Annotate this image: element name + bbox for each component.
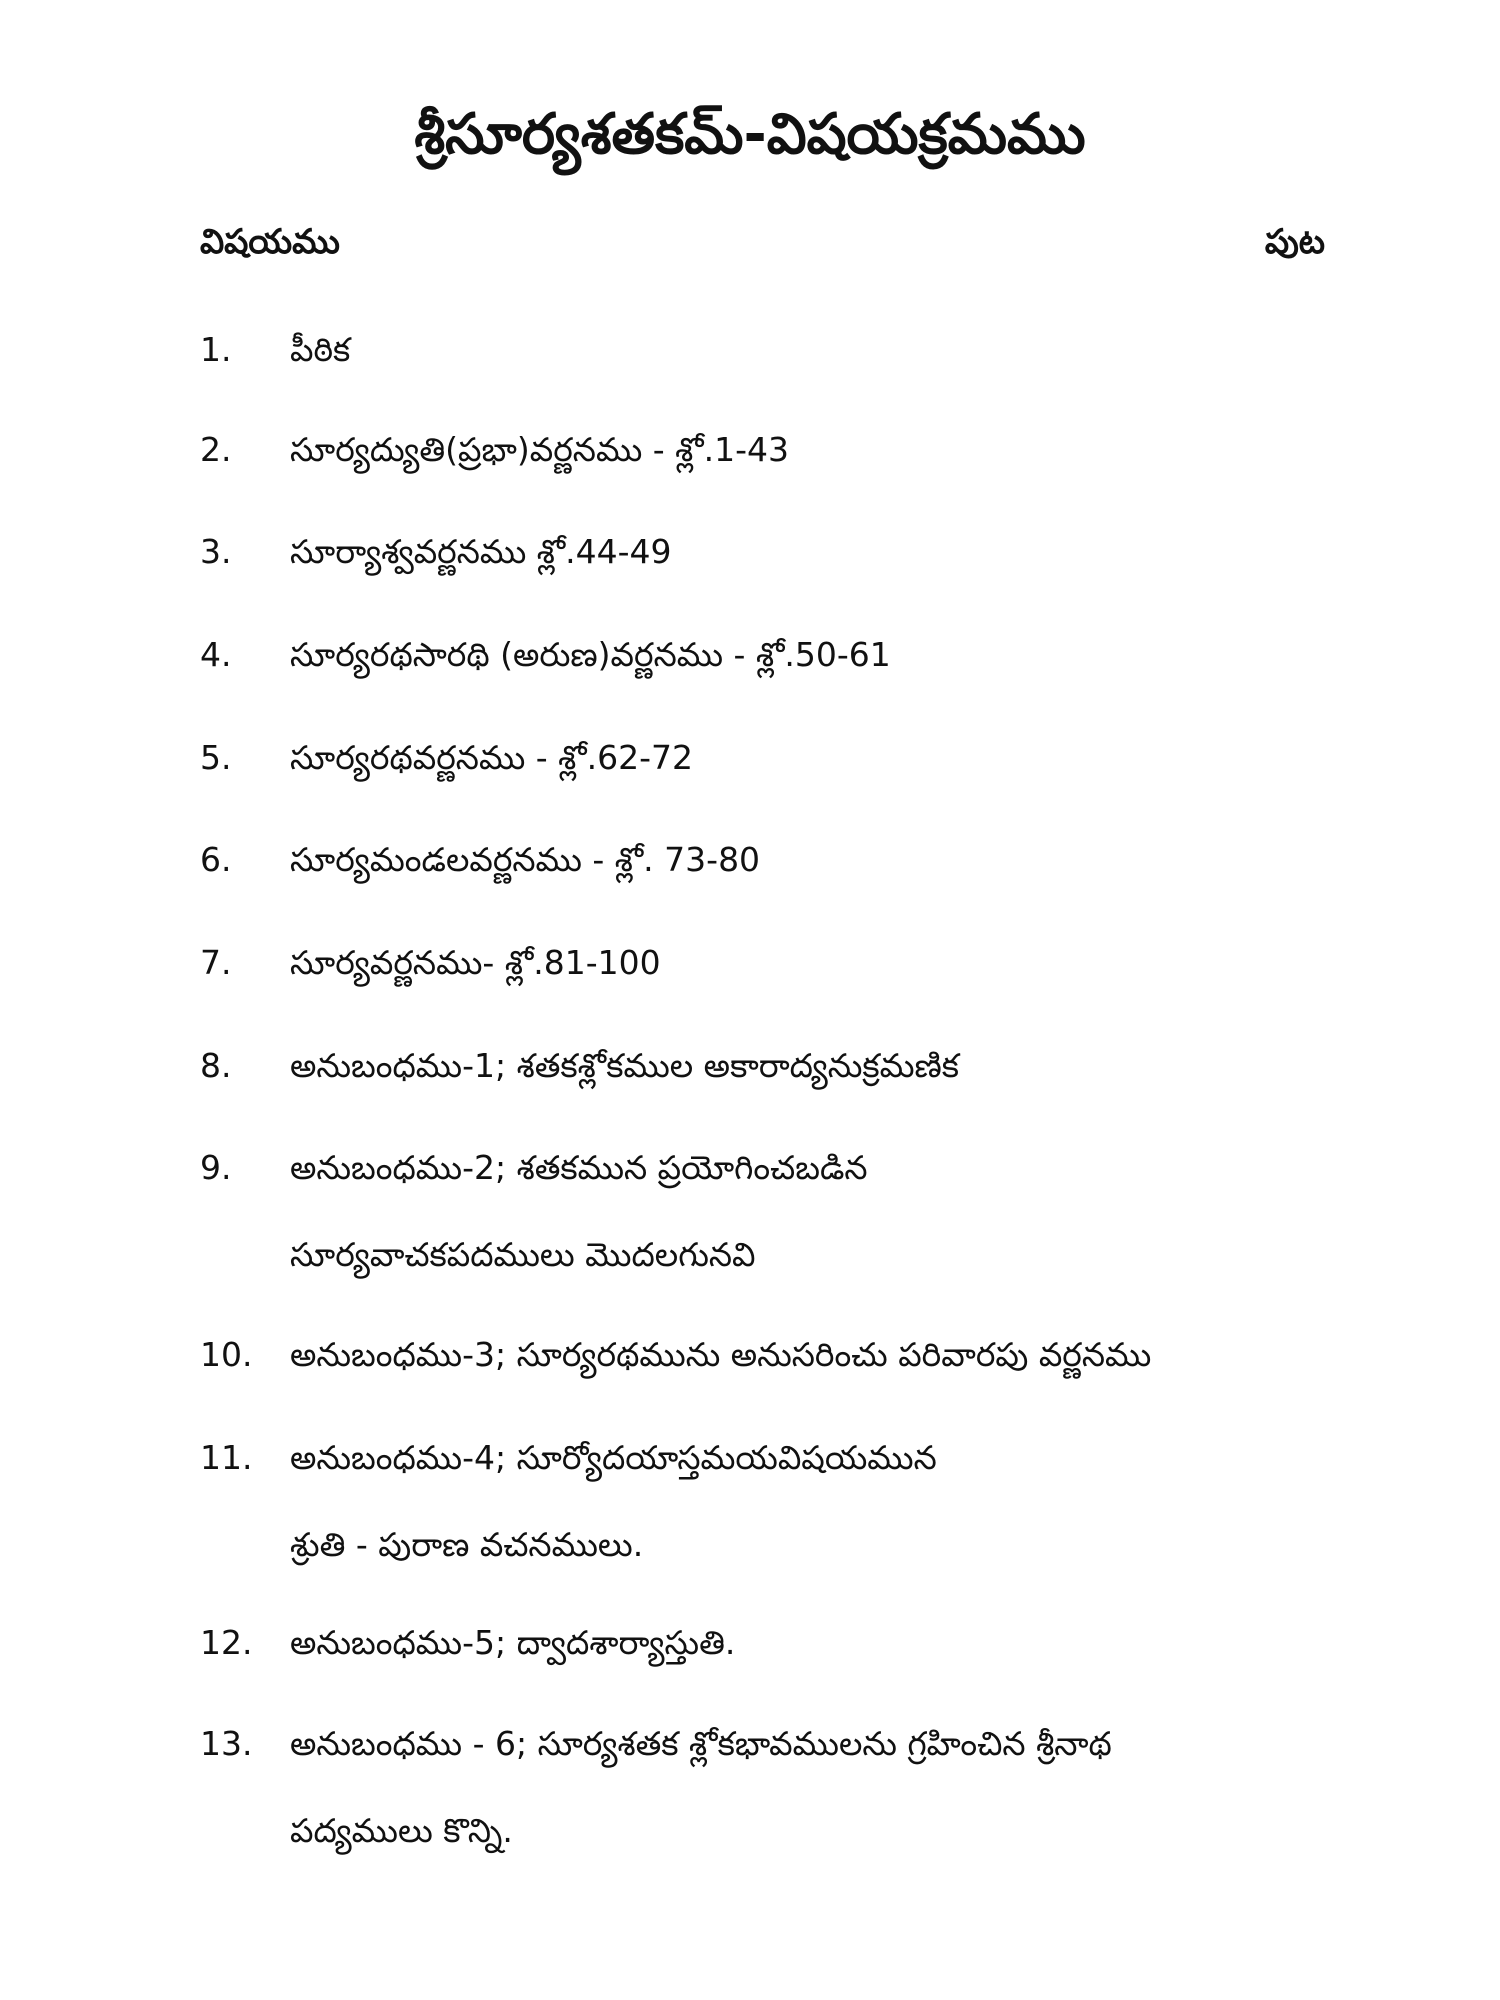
column-header-row	[200, 212, 1325, 272]
entry-number: 10.	[200, 1335, 253, 1374]
subject-column-label: విషయము	[200, 222, 340, 262]
entry-number: 11.	[200, 1438, 253, 1477]
entry-text: సూర్యాశ్వవర్ణనము శ్లో.44-49	[290, 532, 672, 571]
page-column-label: పుట	[1264, 222, 1325, 262]
entry-text-continued: శ్రుతి - పురాణ వచనములు.	[290, 1525, 644, 1564]
entry-text: సూర్యమండలవర్ణనము - శ్లో. 73-80	[290, 840, 761, 879]
entry-text: సూర్యరథసారథి (అరుణ)వర్ణనము - శ్లో.50-61	[290, 635, 891, 674]
entry-text: సూర్యద్యుతి(ప్రభా)వర్ణనము - శ్లో.1-43	[290, 430, 789, 469]
entry-text-continued: సూర్యవాచకపదములు మొదలగునవి	[290, 1235, 756, 1274]
entry-text: అనుబంధము-3; సూర్యరథమును అనుసరించు పరివారపు వర్ణనము	[290, 1335, 1152, 1374]
entry-number: 4.	[200, 635, 232, 674]
entry-text: పీఠిక	[290, 330, 351, 369]
entry-number: 12.	[200, 1623, 253, 1662]
entry-number: 13.	[200, 1724, 253, 1763]
entry-number: 7.	[200, 943, 232, 982]
entry-text: అనుబంధము-1; శతకశ్లోకముల అకారాద్యనుక్రమణిక	[290, 1046, 959, 1085]
entry-text: అనుబంధము-5; ద్వాదశార్యాస్తుతి.	[290, 1623, 736, 1662]
entry-text: అనుబంధము-4; సూర్యోదయాస్తమయవిషయమున	[290, 1438, 937, 1477]
entry-number: 9.	[200, 1148, 232, 1187]
entry-text-continued: పద్యములు కొన్ని.	[290, 1811, 513, 1850]
entry-number: 6.	[200, 840, 232, 879]
entry-number: 1.	[200, 330, 232, 369]
entry-text: సూర్యవర్ణనము- శ్లో.81-100	[290, 943, 661, 982]
page-title: శ్రీసూర్యశతకమ్-విషయక్రమము	[414, 102, 1086, 167]
entry-number: 8.	[200, 1046, 232, 1085]
entry-text: సూర్యరథవర్ణనము - శ్లో.62-72	[290, 738, 693, 777]
entry-text: అనుబంధము - 6; సూర్యశతక శ్లోకభావములను గ్రహించిన శ్రీనాథ	[290, 1724, 1112, 1763]
entry-number: 2.	[200, 430, 232, 469]
entry-text: అనుబంధము-2; శతకమున ప్రయోగించబడిన	[290, 1148, 868, 1187]
entry-number: 3.	[200, 532, 232, 571]
entry-number: 5.	[200, 738, 232, 777]
